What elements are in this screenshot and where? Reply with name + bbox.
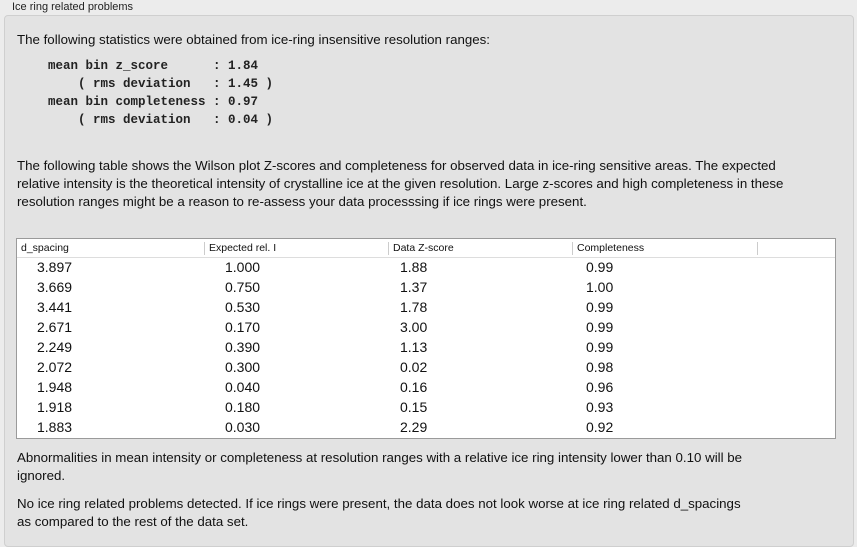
table-cell: 0.02 <box>400 359 428 375</box>
table-cell: 0.390 <box>225 339 261 355</box>
table-cell: 1.37 <box>400 279 428 295</box>
table-cell: 1.00 <box>586 279 614 295</box>
ice-ring-table[interactable] <box>16 238 836 439</box>
table-cell: 0.170 <box>225 319 261 335</box>
table-row[interactable] <box>17 378 835 398</box>
table-cell: 0.98 <box>586 359 614 375</box>
note-text: Abnormalities in mean intensity or completeness at resolution ranges with a relative ice ring intensity lower than 0.10 will be ignored. <box>17 450 743 483</box>
table-cell: 0.15 <box>400 399 428 415</box>
column-header-completeness[interactable]: Completeness <box>573 242 758 255</box>
table-row[interactable] <box>17 258 835 278</box>
table-cell: 0.040 <box>225 379 261 395</box>
column-header-d-spacing[interactable]: d_spacing <box>17 242 205 255</box>
table-row[interactable] <box>17 358 835 378</box>
table-cell: 2.671 <box>37 319 73 335</box>
table-row[interactable] <box>17 278 835 298</box>
table-row[interactable] <box>17 418 835 438</box>
table-cell: 3.897 <box>37 259 73 275</box>
conclusion-text: No ice ring related problems detected. If ice rings were present, the data does not look worse at ice ring related d_spacings as compared to the rest of the data set. <box>17 496 741 529</box>
section-title: Ice ring related problems <box>12 1 134 13</box>
table-cell: 0.530 <box>225 299 261 315</box>
table-cell: 3.441 <box>37 299 73 315</box>
table-cell: 2.072 <box>37 359 73 375</box>
table-cell: 2.29 <box>400 419 428 435</box>
table-cell: 1.000 <box>225 259 261 275</box>
table-row[interactable] <box>17 298 835 318</box>
table-cell: 0.300 <box>225 359 261 375</box>
intro-text: The following statistics were obtained from ice-ring insensitive resolution ranges: <box>17 32 491 47</box>
table-cell: 0.99 <box>586 259 614 275</box>
table-cell: 0.99 <box>586 319 614 335</box>
table-cell: 0.99 <box>586 339 614 355</box>
table-cell: 1.883 <box>37 419 73 435</box>
table-cell: 0.750 <box>225 279 261 295</box>
table-cell: 1.78 <box>400 299 428 315</box>
table-cell: 1.88 <box>400 259 428 275</box>
table-cell: 3.00 <box>400 319 428 335</box>
table-intro-text: The following table shows the Wilson plot Z-scores and completeness for observed data in ice-ring sensitive areas. The expected relative intensity is the theoretical intensity of crystalline ice at the given resolution. Large z-scores and high completeness in these resolution ranges might be a reason to re-assess your data processsing if ice rings were present. <box>17 158 784 209</box>
table-cell: 0.99 <box>586 299 614 315</box>
table-cell: 0.030 <box>225 419 261 435</box>
table-cell: 1.13 <box>400 339 428 355</box>
table-cell: 0.96 <box>586 379 614 395</box>
table-cell: 0.93 <box>586 399 614 415</box>
table-cell: 1.918 <box>37 399 73 415</box>
table-cell: 0.92 <box>586 419 614 435</box>
table-cell: 3.669 <box>37 279 73 295</box>
stats-block: mean bin z_score : 1.84 ( rms deviation : 1.45 ) mean bin completeness : 0.97 ( rms deviation : 0.04 ) <box>48 59 274 127</box>
column-header-data-z-score[interactable]: Data Z-score <box>389 242 573 255</box>
table-header <box>17 239 835 258</box>
table-row[interactable] <box>17 398 835 418</box>
table-cell: 1.948 <box>37 379 73 395</box>
table-row[interactable] <box>17 338 835 358</box>
table-cell: 0.180 <box>225 399 261 415</box>
table-row[interactable] <box>17 318 835 338</box>
table-cell: 0.16 <box>400 379 428 395</box>
column-header-expected-rel-i[interactable]: Expected rel. I <box>205 242 389 255</box>
table-cell: 2.249 <box>37 339 73 355</box>
